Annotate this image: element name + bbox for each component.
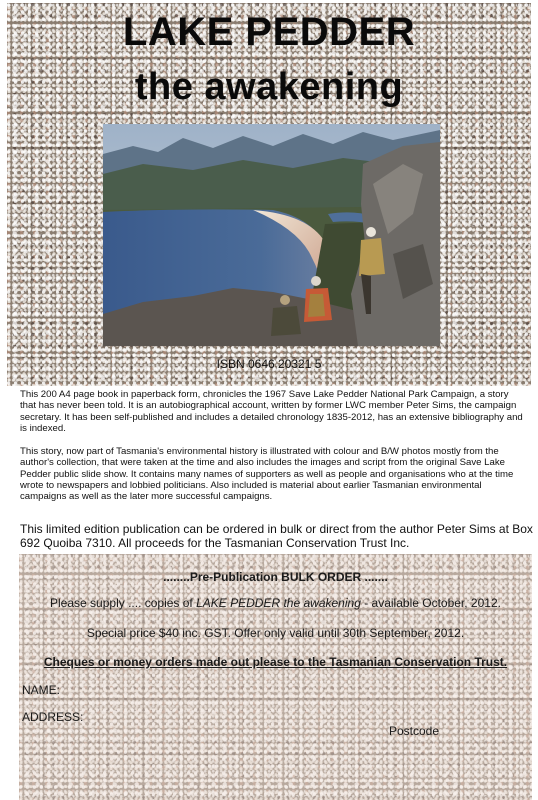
supply-prefix: Please supply .... copies of bbox=[50, 596, 197, 610]
supply-suffix: - available October, 2012. bbox=[360, 596, 501, 610]
order-cheques-line: Cheques or money orders made out please to the Tasmanian Conservation Trust. bbox=[43, 655, 508, 669]
postcode-field-label: Postcode bbox=[389, 724, 440, 738]
title-line-2: the awakening bbox=[134, 66, 404, 108]
supply-book-title: LAKE PEDDER the awakening bbox=[196, 596, 361, 610]
order-form bbox=[19, 554, 532, 800]
order-price-line: Special price $40 inc. GST. Offer only valid until 30th September, 2012. bbox=[86, 626, 465, 640]
cover-photo-illustration bbox=[103, 124, 440, 346]
address-field-label: ADDRESS: bbox=[22, 710, 84, 724]
description-paragraph-1: This 200 A4 page book in paperback form, chronicles the 1967 Save Lake Pedder National Park Campaign, a story that has never been told. It is an autobiographical account, written by former LWC member Peter Sims, the campaign secretary. It has been self-published and includes a detailed chronology 1835-2012, has an extensive bibliography and is indexed. bbox=[20, 389, 523, 434]
ordering-info-paragraph: This limited edition publication can be ordered in bulk or direct from the author Peter Sims at Box 692 Quoiba 7310. All proceeds for the Tasmanian Conservation Trust Inc. bbox=[20, 522, 533, 550]
order-supply-line bbox=[19, 596, 532, 610]
isbn-number: ISBN 0646 20321 5 bbox=[216, 357, 322, 371]
name-field-label: NAME: bbox=[22, 683, 61, 697]
description-paragraph-2: This story, now part of Tasmania's environmental history is illustrated with colour and B/W photos mostly from the author's collection, that were taken at the time and also includes the images and script from the original Save Lake Pedder public slide show. It contains many names of supporters as well as people and organisations who at the time wrote to newspapers and lobbied politicians. Also included is material about earlier Tasmanian environmental campaigns as well as the later more successful campaigns. bbox=[20, 446, 514, 503]
cover-photo bbox=[103, 124, 440, 346]
title-line-1: LAKE PEDDER bbox=[122, 10, 416, 54]
order-form-wash bbox=[19, 554, 532, 800]
order-form-heading: ........Pre-Publication BULK ORDER ....... bbox=[163, 570, 388, 584]
